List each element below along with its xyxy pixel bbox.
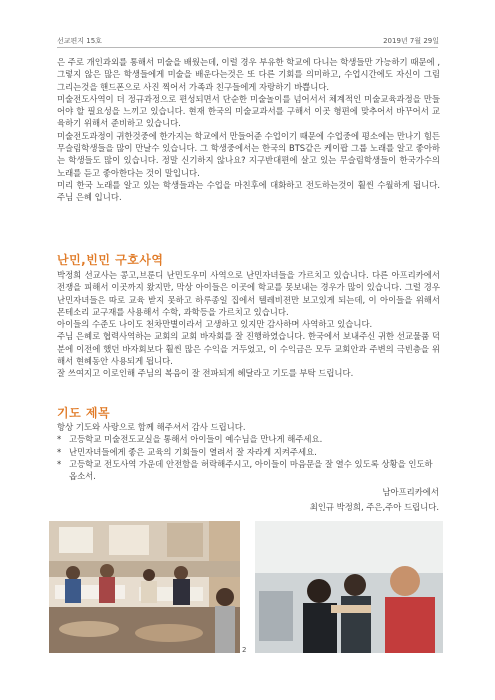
bullet-star: * [57, 446, 62, 457]
signature-names: 최인규 박정희, 주은,주아 드립니다. [309, 502, 439, 512]
classroom-photo [49, 521, 240, 653]
intro-paragraph: 은 주로 개인과외를 통해서 미술을 배웠는데, 이럴 경우 부유한 학교에 다니는 학생들만 가능하기 때문에 , 그렇지 않은 많은 학생들에게 미술을 배운다는것은 또 다른 기회를 의미하고, 수업시간에도 자신이 그림 그리는것을 핸드폰으로 사진 찍어서 가족과 친구들에게 자랑하기 바쁩니다. [57, 57, 440, 92]
prayer-item [57, 458, 440, 483]
refugee-paragraph: 아이들의 수준도 나이도 천차만별이라서 고생하고 있지만 감사하며 사역하고 있습니다. [57, 319, 373, 330]
refugee-section-title: 난민,빈민 구호사역 [57, 253, 164, 267]
prayer-item-text: 고등학교 미술전도교실을 통해서 아이들이 예수님을 만나게 해주세요. [69, 434, 323, 445]
header-date: 2019년 7월 29일 [383, 37, 439, 45]
group-selfie-photo-image [255, 521, 443, 653]
prayer-section [57, 421, 440, 482]
header-newsletter-issue: 선교편지 15호 [57, 37, 102, 45]
prayer-section-title: 기도 제목 [57, 406, 111, 420]
classroom-photo-image [49, 521, 240, 653]
refugee-paragraph: 잘 쓰여지고 이로인해 주님의 복음이 잘 전파되게 헤달라고 기도를 부탁 드립니다. [57, 368, 354, 379]
header-divider [57, 47, 438, 48]
page-number: 2 [242, 646, 247, 654]
prayer-intro: 항상 기도와 사랑으로 함께 해주셔서 감사 드립니다. [57, 422, 246, 432]
group-selfie-photo [255, 521, 443, 653]
intro-paragraph: 미술전도사역이 더 정규과정으로 편성되면서 단순한 미술놀이를 넘어서서 체계적인 미술교육과정을 만들어야 할 필요성을 느끼고 있습니다. 현재 한국의 미술교과서를 구해서 이곳 형편에 맞추어서 바꾸어서 교육하기 위해서 준비하고 있습니다. [57, 93, 440, 129]
prayer-item-text: 고등학교 전도사역 가운데 안전함을 허락해주시고, 아이들이 마음문을 잘 열수 있도록 상황을 인도하옵소서. [69, 458, 433, 482]
refugee-paragraph: 주님 은혜로 협력사역하는 교회의 교회 바자회를 잘 진행하였습니다. 한국에서 보내주신 귀한 선교물품 덕분에 이전에 했던 바자회보다 훨씬 많은 수익을 거두었고, 이 수익금은 모두 교회안과 주변의 극빈층을 위해서 현혜동안 사용되게 됩니다. [57, 331, 440, 367]
prayer-item-text: 난민자녀들에게 좋은 교육의 기회들이 열려서 잘 자라게 지켜주세요. [69, 446, 317, 457]
intro-section [57, 56, 440, 204]
prayer-item [57, 446, 440, 458]
bullet-star: * [57, 458, 62, 469]
refugee-paragraph: 박정희 선교사는 콩고,브룬디 난민도우미 사역으로 난민자녀들을 가르치고 있습니다. 다른 아프리카에서 전쟁을 피해서 이곳까지 왔지만, 막상 아이들은 이곳에 학교를 못보내는 경우가 많이 있습니다. 그럴 경우 난민자녀들은 따로 교육 받지 못하고 하루종일 집에서 텔레비젼만 보고있게 되는데, 이 아이들을 위해서 몬테소리 교구재를 사용해서 수학, 과학등을 가르치고 있습니다. [57, 270, 440, 317]
intro-paragraph: 미술전도과정이 귀한것중에 한가지는 학교에서 만들어준 수업이기 때문에 수업중에 평소에는 만나기 힘든 무슬림학생들을 많이 만날수 있습니다. 그 학생중에서는 한국의 BTS같은 케이팝 그룹 노래를 알고 좋아하는 학생들도 많이 있습니다. 정말 신기하지 않나요? 지구반대편에 살고 있는 무슬림학생들이 한국가수의 노래를 듣고 좋아한다는 것이 말입니다. [57, 130, 440, 178]
bullet-star: * [57, 434, 62, 445]
refugee-section [57, 269, 440, 380]
prayer-item [57, 433, 440, 445]
signature-location: 남아프리카에서 [382, 487, 439, 497]
intro-paragraph: 미리 한국 노래를 알고 있는 학생들과는 수업을 마친후에 대화하고 전도하는것이 훨씬 수월하게 됩니다. 주님 은혜 입니다. [57, 179, 440, 203]
signature [310, 485, 439, 515]
